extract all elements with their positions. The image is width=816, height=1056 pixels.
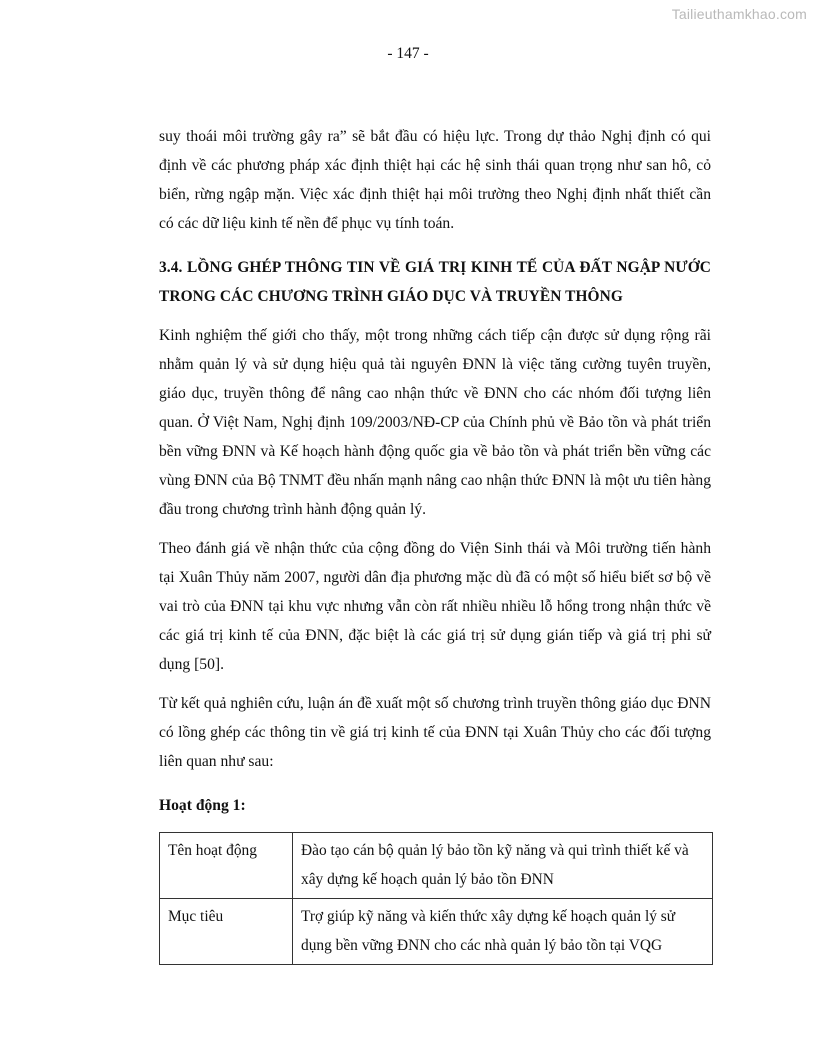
activity-heading: Hoạt động 1: xyxy=(159,797,246,814)
table-cell-label: Tên hoạt động xyxy=(160,833,293,899)
table-cell-value: Trợ giúp kỹ năng và kiến thức xây dựng kế hoạch quản lý sử dụng bền vững ĐNN cho các nhà quản lý bảo tồn tại VQG xyxy=(293,899,713,965)
table-cell-value: Đào tạo cán bộ quản lý bảo tồn kỹ năng và qui trình thiết kế và xây dựng kế hoạch quản lý bảo tồn ĐNN xyxy=(293,833,713,899)
paragraph-assessment: Theo đánh giá về nhận thức của cộng đồng do Viện Sinh thái và Môi trường tiến hành tại Xuân Thủy năm 2007, người dân địa phương mặc dù đã có một số hiểu biết sơ bộ về vai trò của ĐNN tại khu vực nhưng vẫn còn rất nhiều nhiều lỗ hổng trong nhận thức về các giá trị kinh tế của ĐNN, đặc biệt là các giá trị sử dụng gián tiếp và giá trị phi sử dụng [50]. xyxy=(159,540,711,673)
page-number: - 147 - xyxy=(387,45,429,62)
section-heading: 3.4. LỒNG GHÉP THÔNG TIN VỀ GIÁ TRỊ KINH TẾ CỦA ĐẤT NGẬP NƯỚC TRONG CÁC CHƯƠNG TRÌNH GIÁO DỤC VÀ TRUYỀN THÔNG xyxy=(159,259,711,305)
activity-table xyxy=(159,832,713,965)
watermark: Tailieuthamkhao.com xyxy=(671,6,807,22)
table-row xyxy=(160,899,713,965)
table-cell-label: Mục tiêu xyxy=(160,899,293,965)
table-row xyxy=(160,833,713,899)
paragraph-proposal: Từ kết quả nghiên cứu, luận án đề xuất một số chương trình truyền thông giáo dục ĐNN có lồng ghép các thông tin về giá trị kinh tế của ĐNN tại Xuân Thủy cho các đối tượng liên quan như sau: xyxy=(159,695,711,770)
paragraph-intro: suy thoái môi trường gây ra” sẽ bắt đầu có hiệu lực. Trong dự thảo Nghị định có qui định về các phương pháp xác định thiệt hại các hệ sinh thái quan trọng như san hô, cỏ biển, rừng ngập mặn. Việc xác định thiệt hại môi trường theo Nghị định nhất thiết cần có các dữ liệu kinh tế nền để phục vụ tính toán. xyxy=(159,128,711,232)
document-body xyxy=(159,122,711,965)
paragraph-experience: Kinh nghiệm thế giới cho thấy, một trong những cách tiếp cận được sử dụng rộng rãi nhằm quản lý và sử dụng hiệu quả tài nguyên ĐNN là việc tăng cường tuyên truyền, giáo dục, truyền thông để nâng cao nhận thức về ĐNN cho các nhóm đối tượng liên quan. Ở Việt Nam, Nghị định 109/2003/NĐ-CP của Chính phủ về Bảo tồn và phát triển bền vững ĐNN và Kế hoạch hành động quốc gia về bảo tồn và phát triển bền vững các vùng ĐNN của Bộ TNMT đều nhấn mạnh nâng cao nhận thức ĐNN là một ưu tiên hàng đầu trong chương trình hành động quản lý. xyxy=(159,327,711,518)
